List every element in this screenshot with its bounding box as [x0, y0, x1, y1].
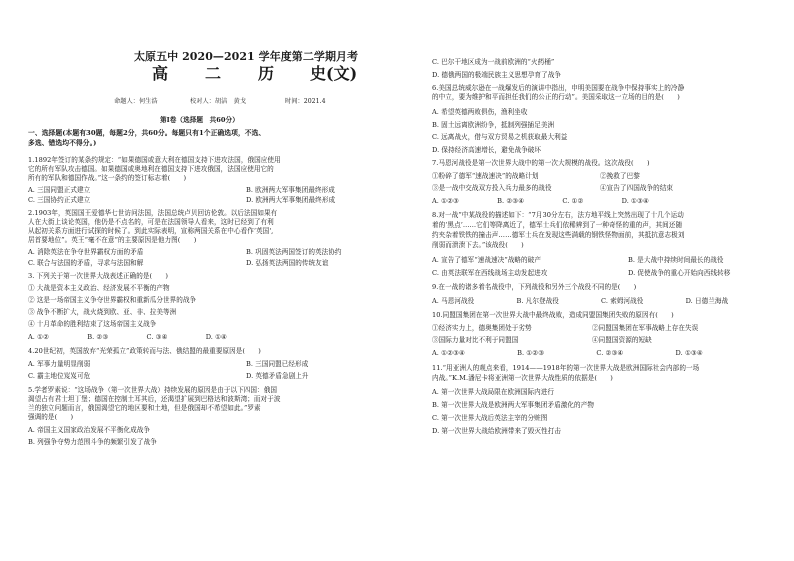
q3-choice-b: B. ②③ — [87, 333, 109, 341]
q11-stem-2: 内战。”K.M.潘尼卡将亚洲第一次世界大战性质的依据是( ) — [432, 374, 613, 382]
q10-choice-d: D. ①③④ — [675, 349, 703, 357]
q9-stem: 9.在一战的诸多着名战役中，下列战役和另外三个战役不同的是( ) — [432, 283, 637, 291]
q6-option-a: A. 希望英德两败俱伤，渔利坐收 — [432, 108, 528, 116]
section-instruction-1: 一、选择题(本题有30题，每题2分，共60分。每题只有1个正确选项，不选、 — [28, 129, 266, 137]
q3-choice-c: C. ③④ — [146, 333, 168, 341]
q3-stem: 3. 下列关于第一次世界大战表述正确的是( ) — [28, 272, 169, 280]
q7-choice-b: B. ②③④ — [497, 197, 525, 205]
q8-option-d: D. 促使战争的重心开始向西线转移 — [628, 269, 731, 277]
subject-char-3: 历 — [258, 64, 275, 83]
q5-option-a: A. 帝国主义国家政治发展不平衡化成战争 — [28, 426, 151, 434]
q1-option-d: D. 欧洲两大军事集团最终形成 — [246, 196, 336, 204]
q10-item-4: ④同盟国资源的短缺 — [592, 336, 652, 344]
exam-time: 时间：2021.4 — [285, 98, 326, 105]
q2-stem-4: 居首要地位”。英王“毫不在意”的主要原因是他力图( ) — [28, 236, 197, 244]
q1-option-a: A. 三国同盟正式建立 — [28, 186, 91, 194]
q11-option-a: A. 第一次世界大战局限在欧洲国际内进行 — [432, 388, 555, 396]
author: 命题人：何生浩 — [114, 98, 158, 105]
q2-stem-1: 2.1903年，英国国王爱德华七世访问法国，法国总统卢贝回访伦敦。以后法国如果有 — [28, 209, 278, 217]
q8-stem-4: 削弱而溃溃下去。”该战役( ) — [432, 241, 524, 249]
q5-stem-1: 5.学者罗素说：“这场战争（第一次世界大战）持续发展的原因是由于以下四国：俄国 — [28, 386, 277, 394]
q11-option-c: C. 第一次世界大战后英法主宰的分赃图 — [432, 414, 548, 422]
q8-option-b: B. 是大战中持续时间最长的战役 — [628, 256, 724, 264]
subject-char-4: 史(文) — [310, 64, 358, 83]
q1-stem-3: 所有的军队和德国作战。”这一条约的签订标志着( ) — [28, 174, 187, 182]
q3-item-1: ① 大战是资本主义政治、经济发展不平衡的产物 — [28, 284, 170, 292]
q5-stem-2: 渴望占有君士坦丁堡；德国在控制土耳其后，还渴望扩展到巴格达和波斯湾；而对于波 — [28, 395, 281, 403]
q4-option-b: B. 三国同盟已经形成 — [246, 360, 309, 368]
proofreader: 校对人：胡洁 黄戈 — [190, 98, 247, 105]
q2-option-b: B. 巩固英法两国签订的英法协约 — [246, 248, 342, 256]
q9-choice-b: B. 凡尔登战役 — [516, 297, 559, 305]
q7-choice-c: C. ①② — [562, 197, 584, 205]
q10-stem: 10.同盟国集团在第一次世界大战中最终战败，造成同盟国集团失败的原因有( ) — [432, 311, 674, 319]
q5-option-b: B. 列强争夺势力范围斗争的频繁引发了战争 — [28, 438, 157, 446]
q5-option-c: C. 巴尔干地区成为一战前欧洲的“火药桶” — [432, 58, 555, 66]
q2-option-a: A. 消除英法在争夺世界霸权方面的矛盾 — [28, 248, 144, 256]
q8-option-a: A. 宣告了德军“速战速决”战略的破产 — [432, 256, 541, 264]
q11-option-b: B. 第一次世界大战是欧洲两大军事集团矛盾激化的产物 — [432, 401, 594, 409]
q1-stem-1: 1.1892年签订的某条约规定：“如果德国或意大利在德国支持下进攻法国，俄国应使用 — [28, 156, 281, 164]
q2-stem-3: 从起初关系方面进行试探的时候了。到此实际表明，宣称两国关系在中心看作‘英国', — [28, 227, 274, 235]
q7-item-2: ②挽救了巴黎 — [600, 172, 640, 180]
q4-option-c: C. 霸主地位岌岌可危 — [28, 372, 91, 380]
q11-option-d: D. 第一次世界大战给欧洲带来了毁灭性打击 — [432, 427, 561, 435]
q7-choice-a: A. ①②③ — [432, 197, 459, 205]
section-instruction-2: 多选、错选均不得分。) — [28, 139, 97, 147]
q7-item-4: ④宣告了四国战争的结束 — [600, 184, 674, 192]
q3-item-2: ② 这是一场帝国主义争夺世界霸权和重新瓜分世界的战争 — [28, 296, 197, 304]
q9-choice-d: D. 日德兰海战 — [685, 297, 729, 305]
q8-stem-3: 约夹杂着铁铁的撞击声……德军士兵在发现这些满载的钢铁怪物面前，其抵抗意志极刘 — [432, 231, 685, 239]
q2-option-c: C. 联合与法国的矛盾，寻求与法国和解 — [28, 259, 144, 267]
q10-item-3: ③国际力量对比不利于同盟国 — [432, 336, 519, 344]
q6-stem-1: 6.美国总统威尔逊在一战爆发后的演讲中指出，申明美国要在战争中保持事实上的冷静 — [432, 84, 685, 92]
q1-option-b: B. 欧洲两大军事集团最终形成 — [246, 186, 335, 194]
q6-stem-2: 的中立，要为维护和平而担任我们的公正的行动”。美国采取这一立场的目的是( ) — [432, 93, 680, 101]
q3-choices — [28, 333, 263, 342]
q10-item-1: ①经济实力上，德奥集团处于劣势 — [432, 324, 532, 332]
q10-choice-c: C. ②③④ — [596, 349, 624, 357]
q3-item-4: ④ 十月革命的胜利结束了这场帝国主义战争 — [28, 320, 157, 328]
subject-char-1: 高 — [152, 64, 169, 83]
q3-choice-a: A. ①② — [28, 333, 50, 341]
q2-option-d: D. 弘扬英法两国的传统友谊 — [246, 259, 329, 267]
q8-stem-2: 着的‘黑点’……它们等降离近了，德军士兵们依稀辨到了一种奇怪的重的声，其间还随 — [432, 221, 683, 229]
q10-choices — [432, 349, 703, 358]
q8-option-c: C. 由英法联军在西线战场主动发起进攻 — [432, 269, 548, 277]
q5-stem-4: 强调的是( ) — [28, 413, 74, 421]
q9-choice-a: A. 马恩河战役 — [432, 297, 475, 305]
q5-option-d: D. 德俄两国的极端民族主义思想孕育了战争 — [432, 71, 561, 79]
q7-stem: 7.马恩河战役是第一次世界大战中的第一次大规模的战役。这次战役( ) — [432, 159, 650, 167]
q7-item-1: ①粉碎了德军“速战速决”的战略计划 — [432, 172, 539, 180]
exam-title: 太原五中 2020—2021 学年度第二学期月考 — [134, 50, 359, 63]
subject-char-2: 二 — [205, 64, 222, 83]
q11-stem-1: 11.“用亚洲人的观点来看，1914——1918年的第一次世界大战是欧洲国际社会内部的一场 — [432, 364, 700, 372]
volume-heading: 第Ⅰ卷（选择题 共60分） — [160, 116, 239, 124]
q9-choice-c: C. 索姆河战役 — [601, 297, 644, 305]
q10-item-2: ②同盟国集团在军事战略上存在失误 — [592, 324, 699, 332]
q4-option-a: A. 军事力量明显削弱 — [28, 360, 91, 368]
q6-option-c: C. 远离战火，借与双方贸易之机获取最大利益 — [432, 133, 568, 141]
q8-stem-1: 8.对一战”中某战役的描述如下：“7月30分左右，法方地平线上突然出现了十几个运动 — [432, 211, 684, 219]
q1-option-c: C. 三国协约正式建立 — [28, 196, 91, 204]
q2-stem-2: 人在大街上谈论英国，他仍是不点名的，可是在法国领导人看来，这时已经到了有利 — [28, 218, 274, 226]
q7-item-3: ③是一战中交战双方投入兵力最多的战役 — [432, 184, 552, 192]
q7-choices — [432, 197, 685, 206]
q10-choice-a: A. ①②③④ — [432, 349, 465, 357]
q1-stem-2: 它的所有军队攻击德国。如果德国或奥地利在德国支持下进攻俄国，法国应使用它的 — [28, 165, 274, 173]
q5-stem-3: 兰的独立问题而言，俄国渴望它的地区要和土地，但是俄国却不希望如此。”罗素 — [28, 404, 261, 412]
q9-choices — [432, 297, 728, 306]
q6-option-d: D. 保持经济高速增长，避免战争破坏 — [432, 146, 542, 154]
q3-item-3: ③ 战争不断扩大，战火烧到欧、亚、非、拉美等洲 — [28, 308, 177, 316]
q6-option-b: B. 固土远离欧洲纷争，抵制列强插足美洲 — [432, 121, 555, 129]
q4-option-d: D. 英德矛盾急剧上升 — [246, 372, 309, 380]
q3-choice-d: D. ①④ — [205, 333, 228, 341]
q7-choice-d: D. ①③④ — [621, 197, 649, 205]
q10-choice-b: B. ①②③ — [517, 349, 545, 357]
q4-stem: 4.20世纪初，英国放弃“光荣孤立”政策转而与法、俄结盟的最重要原因是( ) — [28, 347, 261, 355]
